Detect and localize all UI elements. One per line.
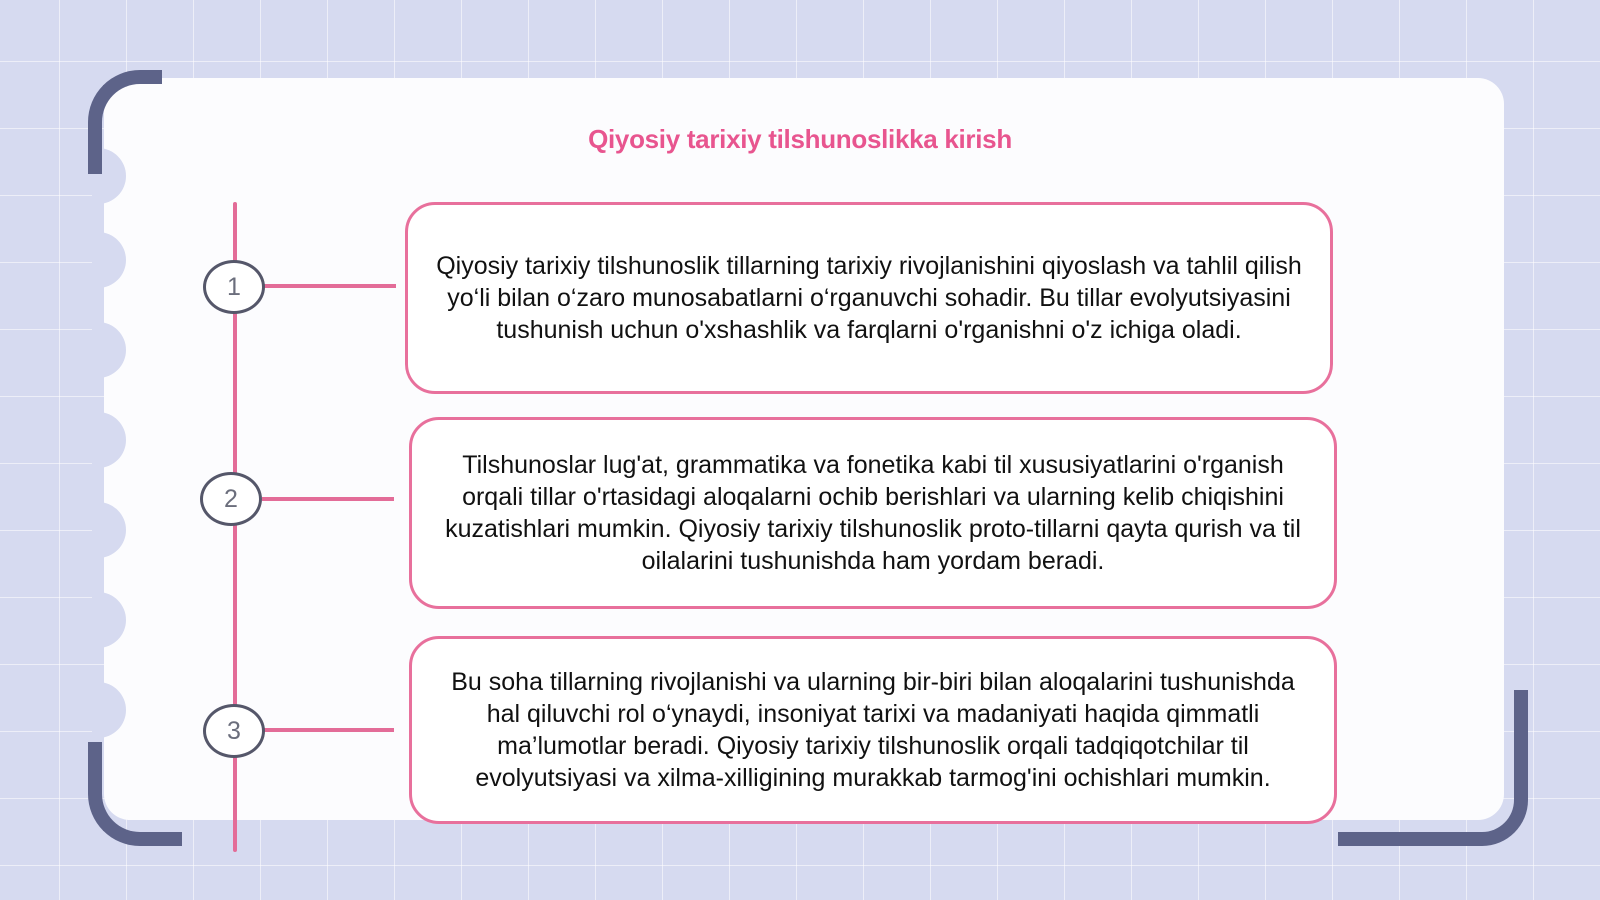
timeline-connector — [264, 728, 394, 732]
step-text-2: Tilshunoslar lug'at, grammatika va fonetika kabi til xususiyatlarini o'rganish orqali tillar o'rtasidagi aloqalarni ochib berishlari va ularning kelib chiqishini kuzatishlari mumkin. Qiyosiy tarixiy tilshunoslik proto-tillarni qayta qurish va til oilalarini tushunishda ham yordam beradi. — [445, 451, 1301, 575]
corner-bracket-bottom-left — [88, 742, 182, 846]
step-number-2: 2 — [200, 472, 262, 526]
step-box-1 — [405, 202, 1333, 394]
step-box-2 — [409, 417, 1337, 609]
step-box-3 — [409, 636, 1337, 824]
step-text-1: Qiyosiy tarixiy tilshunoslik tillarning tarixiy rivojlanishini qiyoslash va tahlil qilish yo‘li bilan o‘zaro munosabatlarni o‘rganuvchi sohadir. Bu tillar evolyutsiyasini tushunish uchun o'xshashlik va farqlarni o'rganishni o'z ichiga oladi. — [436, 252, 1302, 344]
timeline-connector — [262, 497, 394, 501]
timeline-connector — [264, 284, 396, 288]
step-number-3: 3 — [203, 704, 265, 758]
step-number-1: 1 — [203, 260, 265, 314]
corner-bracket-bottom-right — [1338, 690, 1528, 846]
step-text-3: Bu soha tillarning rivojlanishi va ularning bir-biri bilan aloqalarini tushunishda hal qiluvchi rol o‘ynaydi, insoniyat tarixi va madaniyati haqida qimmatli ma’lumotlar beradi. Qiyosiy tarixiy tilshunoslik orqali tadqiqotchilar til evolyutsiyasi va xilma-xilligining murakkab tarmog'ini ochishlari mumkin. — [451, 668, 1295, 792]
slide-title: Qiyosiy tarixiy tilshunoslikka kirish — [588, 124, 1012, 154]
corner-bracket-top-left — [88, 70, 162, 174]
